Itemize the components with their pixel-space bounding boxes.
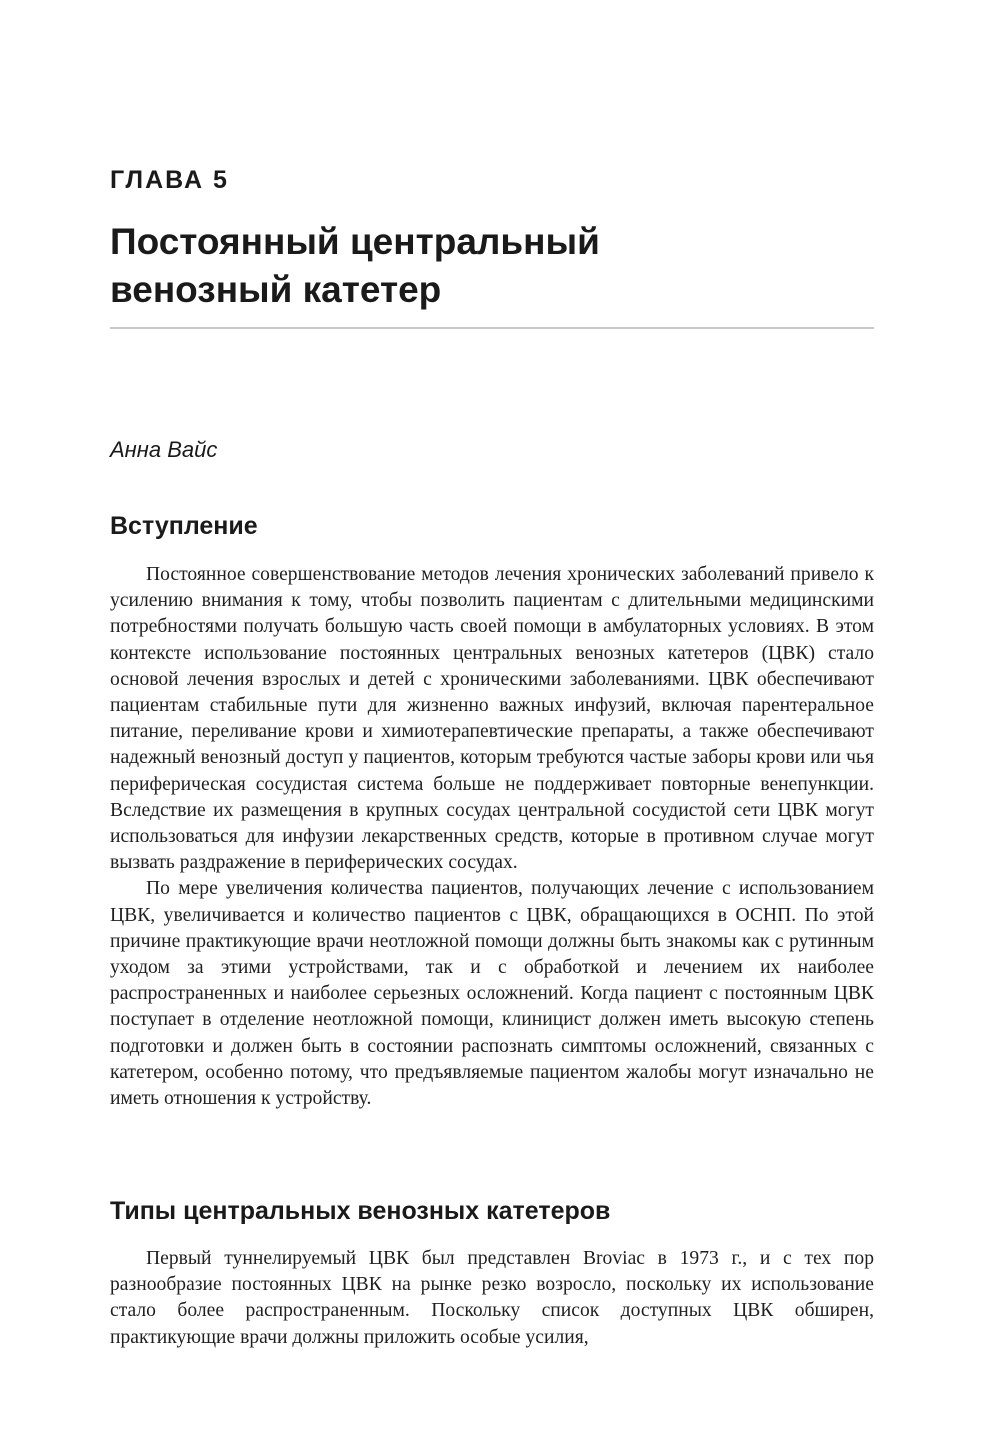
chapter-title-line-1: Постоянный центральный — [110, 221, 600, 262]
chapter-number: ГЛАВА 5 — [110, 166, 229, 194]
paragraph: Постоянное совершенствование методов лечения хронических заболеваний привело к усилению внимания к тому, чтобы позволить пациентам с длительными медицинскими потребностями получать большую часть своей помощи в амбулаторных условиях. В этом контексте использование постоянных центральных венозных катетеров (ЦВК) стало основой лечения взрослых и детей с хроническими заболеваниями. ЦВК обеспечивают пациентам стабильные пути для жизненно важных инфузий, включая парентеральное питание, переливание крови и химиотерапевтические препараты, а также обеспечивают надежный венозный доступ у пациентов, которым требуются частые заборы крови или чья периферическая сосудистая система больше не поддерживает повторные венепункции. Вследствие их размещения в крупных сосудах центральной сосудистой сети ЦВК могут использоваться для инфузии лекарственных средств, которые в противном случае могут вызвать раздражение в периферических сосудах. — [110, 564, 874, 874]
title-divider — [110, 327, 874, 329]
section-heading-introduction: Вступление — [110, 512, 258, 540]
author-name: Анна Вайс — [110, 437, 218, 462]
chapter-title — [110, 218, 890, 314]
section-body-introduction — [110, 562, 874, 1112]
chapter-title-line-2: венозный катетер — [110, 269, 442, 310]
paragraph: По мере увеличения количества пациентов, получающих лечение с использованием ЦВК, увеличивается и количество пациентов с ЦВК, обращающихся в ОСНП. По этой причине практикующие врачи неотложной помощи должны быть знакомы как с рутинным уходом за этими устройствами, так и с обработкой и лечением их наиболее распространенных и наиболее серьезных осложнений. Когда пациент с постоянным ЦВК поступает в отделение неотложной помощи, клиницист должен иметь высокую степень подготовки и должен быть в состоянии распознать симптомы осложнений, связанных с катетером, особенно потому, что предъявляемые пациентом жалобы могут изначально не иметь отношения к устройству. — [110, 878, 874, 1110]
paragraph: Первый туннелируемый ЦВК был представлен Broviac в 1973 г., и с тех пор разнообразие постоянных ЦВК на рынке резко возросло, поскольку их использование стало более распространенным. Поскольку список доступных ЦВК обширен, практикующие врачи должны приложить особые усилия, — [110, 1248, 874, 1348]
section-heading-catheter-types: Типы центральных венозных катетеров — [110, 1197, 611, 1225]
section-body-catheter-types — [110, 1246, 874, 1351]
